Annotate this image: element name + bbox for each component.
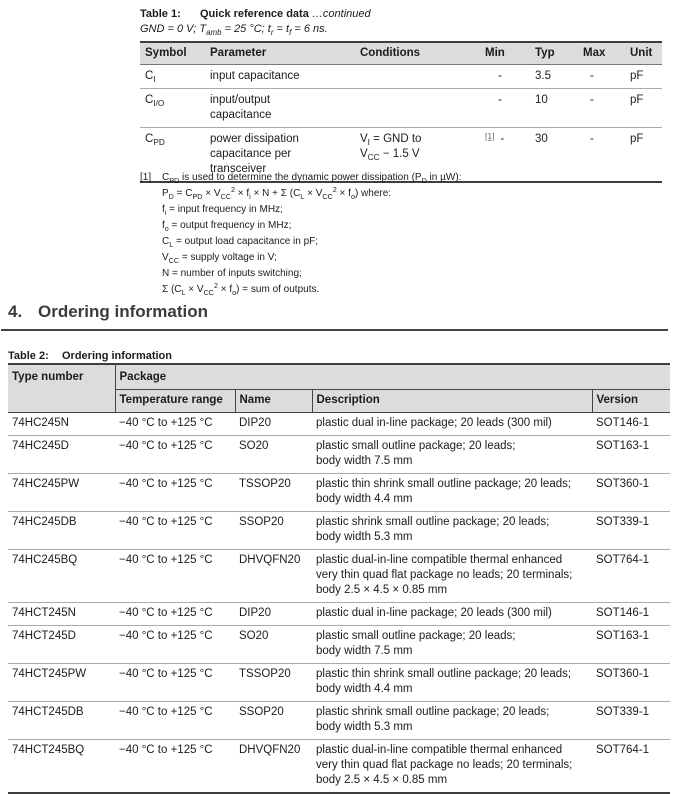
footnote-line: $C_{PD}$ is used to determine the dynamic power dissipation ($P_D$ in µW): (162, 172, 462, 185)
footnote-line: $f_i$ = input frequency in MHz; (162, 204, 283, 217)
table1-caption (140, 7, 664, 37)
unit-cell: pF (625, 128, 662, 183)
temperature-range-cell: −40 °C to +125 °C (115, 740, 235, 794)
description-cell: plastic dual in-line package; 20 leads (300 mil) (316, 417, 552, 429)
max-cell: - (578, 89, 625, 128)
column-header-unit: Unit (625, 42, 662, 65)
symbol-cell: $C_I$ (145, 70, 156, 84)
table-row (140, 65, 662, 89)
description-cell: plastic dual-in-line compatible thermal enhanced very thin quad flat package no leads; 20 terminals; body 2.5 × 4.5 × 0.85 mm (312, 740, 592, 794)
column-header-conditions: Conditions (355, 42, 480, 65)
column-header-version: Version (592, 390, 670, 413)
table-row (8, 740, 670, 794)
type-number-cell: 74HCT245PW (8, 664, 115, 702)
column-header-max: Max (578, 42, 625, 65)
column-header-package: Package (115, 364, 670, 390)
version-cell: SOT339-1 (592, 512, 670, 550)
type-number-cell: 74HC245DB (8, 512, 115, 550)
package-name-cell: TSSOP20 (235, 664, 312, 702)
temperature-range-cell: −40 °C to +125 °C (115, 550, 235, 603)
symbol-cell: $C_{PD}$ (140, 128, 205, 183)
table1-caption-label: Table 1: (140, 8, 181, 20)
version-cell: SOT146-1 (592, 603, 670, 626)
type-number-cell: 74HCT245D (8, 626, 115, 664)
temperature-range-cell: −40 °C to +125 °C (115, 512, 235, 550)
package-name-cell: SO20 (235, 436, 312, 474)
footnote-block (140, 170, 672, 298)
type-number-cell: 74HC245N (12, 417, 69, 429)
package-name-cell: SO20 (235, 626, 312, 664)
symbol-cell: $C_{I/O}$ (140, 89, 205, 128)
table-row (8, 550, 670, 603)
table-row (8, 512, 670, 550)
table2-caption (8, 349, 172, 363)
description-cell: plastic small outline package; 20 leads; body width 7.5 mm (312, 626, 592, 664)
temperature-range-cell: −40 °C to +125 °C (119, 417, 213, 429)
table1-caption-title: Quick reference data (200, 8, 309, 20)
temperature-range-cell: −40 °C to +125 °C (115, 626, 235, 664)
min-cell: - (480, 89, 530, 128)
table-row (8, 626, 670, 664)
package-name-cell: DHVQFN20 (235, 550, 312, 603)
unit-cell: pF (625, 89, 662, 128)
table-row (8, 436, 670, 474)
type-number-cell: 74HCT245N (8, 603, 115, 626)
temperature-range-cell: −40 °C to +125 °C (115, 474, 235, 512)
version-cell: SOT764-1 (592, 550, 670, 603)
type-number-cell: 74HC245D (8, 436, 115, 474)
table-row (140, 89, 662, 128)
footnote-marker: [1] (140, 172, 152, 183)
table2-caption-label: Table 2: (8, 350, 49, 362)
description-cell: plastic thin shrink small outline package; 20 leads; body width 4.4 mm (312, 664, 592, 702)
version-cell: SOT339-1 (592, 702, 670, 740)
min-value: - (500, 133, 505, 145)
type-number-cell: 74HC245PW (8, 474, 115, 512)
package-name-cell: DIP20 (239, 417, 271, 429)
conditions-cell (355, 89, 480, 128)
footnote-line: $f_o$ = output frequency in MHz; (162, 220, 292, 233)
description-cell: plastic small outline package; 20 leads; body width 7.5 mm (312, 436, 592, 474)
column-header-description: Description (312, 390, 592, 413)
min-cell: - (498, 70, 502, 82)
temperature-range-cell: −40 °C to +125 °C (115, 702, 235, 740)
column-header-temperature-range: Temperature range (115, 390, 235, 413)
conditions-cell (355, 65, 480, 89)
version-cell: SOT764-1 (592, 740, 670, 794)
column-header-typ: Typ (530, 42, 578, 65)
table-row (8, 474, 670, 512)
table1-header-row (140, 42, 662, 65)
table-row (8, 413, 670, 436)
typ-cell: 3.5 (535, 70, 551, 82)
section-number: 4. (8, 302, 23, 321)
package-name-cell: DHVQFN20 (235, 740, 312, 794)
footnote-line: Σ $(C_L \times V_{CC}^2 \times f_o)$ = sum of outputs. (162, 281, 320, 297)
type-number-cell: 74HCT245DB (8, 702, 115, 740)
typ-cell: 10 (530, 89, 578, 128)
typ-cell: 30 (530, 128, 578, 183)
column-header-parameter: Parameter (205, 42, 355, 65)
table-row (8, 664, 670, 702)
description-cell: plastic shrink small outline package; 20 leads; body width 5.3 mm (312, 512, 592, 550)
package-name-cell: SSOP20 (235, 702, 312, 740)
temperature-range-cell: −40 °C to +125 °C (115, 436, 235, 474)
footnote-line: $P_D = C_{PD} \times V_{CC}^2 \times f_i \times N + \Sigma$ $(C_L \times V_{CC}^2 \times f_o)$ where: (162, 185, 392, 201)
type-number-cell: 74HCT245BQ (8, 740, 115, 794)
type-number-cell: 74HC245BQ (8, 550, 115, 603)
version-cell: SOT163-1 (592, 436, 670, 474)
footnote-line: N = number of inputs switching; (162, 268, 302, 279)
version-cell: SOT360-1 (592, 474, 670, 512)
parameter-cell: power dissipation capacitance per transceiver (205, 128, 355, 183)
conditions-cell: $V_I$ = GND to $V_{CC} - 1.5$ V (355, 128, 480, 183)
parameter-cell: input capacitance (210, 70, 300, 82)
table1-caption-continued: …continued (311, 8, 371, 20)
column-header-symbol: Symbol (140, 42, 205, 65)
description-cell: plastic shrink small outline package; 20 leads; body width 5.3 mm (312, 702, 592, 740)
table-row (8, 702, 670, 740)
footnote-line: $C_L$ = output load capacitance in pF; (162, 236, 319, 249)
description-cell: plastic thin shrink small outline package; 20 leads; body width 4.4 mm (312, 474, 592, 512)
unit-cell: pF (630, 70, 644, 82)
table-row (8, 603, 670, 626)
table1-caption-line (140, 7, 664, 22)
version-cell: SOT146-1 (596, 417, 650, 429)
temperature-range-cell: −40 °C to +125 °C (115, 603, 235, 626)
footnote-line: $V_{CC}$ = supply voltage in V; (162, 252, 277, 265)
section-heading (1, 302, 668, 331)
package-name-cell: SSOP20 (235, 512, 312, 550)
description-cell: plastic dual-in-line compatible thermal enhanced very thin quad flat package no leads; 20 terminals; body 2.5 × 4.5 × 0.85 mm (312, 550, 592, 603)
table1-conditions-line: GND = 0 V; $T_{amb} = 25$ °C; $t_r = t_f = 6$ ns. (140, 23, 328, 37)
max-cell: - (590, 70, 594, 82)
temperature-range-cell: −40 °C to +125 °C (115, 664, 235, 702)
column-header-name: Name (235, 390, 312, 413)
max-cell: - (578, 128, 625, 183)
column-header-min: Min (480, 42, 530, 65)
footnote-lines (162, 170, 672, 298)
version-cell: SOT360-1 (592, 664, 670, 702)
parameter-cell: input/output capacitance (205, 89, 355, 128)
quick-reference-table (140, 41, 662, 183)
version-cell: SOT163-1 (592, 626, 670, 664)
section-title: Ordering information (38, 302, 208, 321)
table2-caption-title: Ordering information (62, 350, 172, 362)
description-cell: plastic dual in-line package; 20 leads (300 mil) (312, 603, 592, 626)
ordering-information-table (8, 363, 670, 794)
column-header-type-number: Type number (8, 364, 115, 413)
package-name-cell: DIP20 (235, 603, 312, 626)
table2-header-row-1 (8, 364, 670, 390)
package-name-cell: TSSOP20 (235, 474, 312, 512)
footnote-ref-link[interactable]: [1] (485, 131, 495, 141)
